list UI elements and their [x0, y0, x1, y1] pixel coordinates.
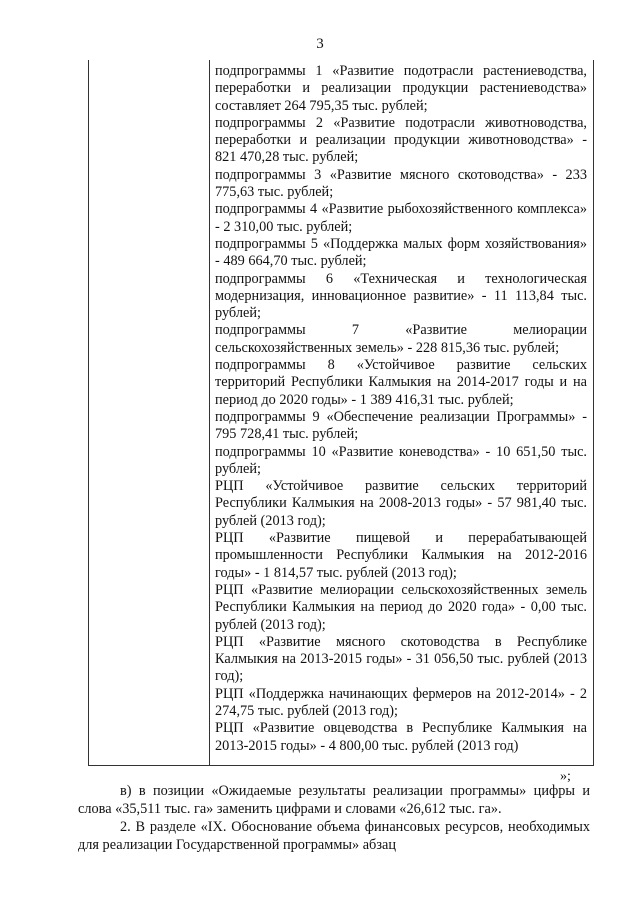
table-content-cell — [215, 63, 587, 755]
table-item-rcp-farmers: РЦП «Поддержка начинающих фермеров на 2012-2014» - 2 274,75 тыс. рублей (2013 год); — [215, 685, 587, 719]
table-item-subprogram-2: подпрограммы 2 «Развитие подотрасли животноводства, переработки и реализации продукции животноводства» - 821 470,28 тыс. рублей; — [215, 114, 587, 166]
table-item-subprogram-6: подпрограммы 6 «Техническая и технологическая модернизация, инновационное развитие» - 11 113,84 тыс. рублей; — [215, 270, 587, 322]
closing-quote-mark: »; — [560, 769, 571, 784]
table-item-rcp-food: РЦП «Развитие пищевой и перерабатывающей промышленности Республики Калмыкия на 2012-2016 годы» - 1 814,57 тыс. рублей (2013 год); — [215, 530, 587, 581]
page-number: 3 — [316, 36, 324, 52]
table-item-rcp-melioration: РЦП «Развитие мелиорации сельскохозяйственных земель Республики Калмыкия на период до 2020 года» - 0,00 тыс. рублей (2013 год); — [215, 581, 587, 633]
table-item-subprogram-5: подпрограммы 5 «Поддержка малых форм хозяйствования» - 489 664,70 тыс. рублей; — [215, 235, 587, 270]
table-item-subprogram-4: подпрограммы 4 «Развитие рыбохозяйственного комплекса» - 2 310,00 тыс. рублей; — [215, 201, 587, 235]
table-item-subprogram-9: подпрограммы 9 «Обеспечение реализации Программы» - 795 728,41 тыс. рублей; — [215, 408, 587, 443]
table-item-rcp-sheep: РЦП «Развитие овцеводства в Республике Калмыкия на 2013-2015 годы» - 4 800,00 тыс. рублей (2013 год) — [215, 720, 587, 754]
table-item-subprogram-10: подпрограммы 10 «Развитие коневодства» - 10 651,50 тыс. рублей; — [215, 443, 587, 477]
paragraph-2: 2. В разделе «IX. Обоснование объема финансовых ресурсов, необходимых для реализации Государственной программы» абзац — [78, 819, 590, 853]
body-text — [78, 782, 590, 854]
paragraph-v: в) в позиции «Ожидаемые результаты реализации программы» цифры и слова «35,511 тыс. га» заменить цифрами и словами «26,612 тыс. га». — [78, 783, 590, 817]
table-item-subprogram-7: подпрограммы 7 «Развитие мелиорации сельскохозяйственных земель» - 228 815,36 тыс. рублей; — [215, 322, 587, 356]
table-item-subprogram-8: подпрограммы 8 «Устойчивое развитие сельских территорий Республики Калмыкия на 2014-2017 годы и на период до 2020 годы» - 1 389 416,31 тыс. рублей; — [215, 357, 587, 408]
table-item-subprogram-1: подпрограммы 1 «Развитие подотрасли растениеводства, переработки и реализации продукции растениеводства» составляет 264 795,35 тыс. рублей; — [215, 63, 587, 114]
table-item-rcp-beef: РЦП «Развитие мясного скотоводства в Республике Калмыкия на 2013-2015 годы» - 31 056,50 тыс. рублей (2013 год); — [215, 633, 587, 685]
table-item-subprogram-3: подпрограммы 3 «Развитие мясного скотоводства» - 233 775,63 тыс. рублей; — [215, 166, 587, 201]
table-column-divider — [209, 60, 210, 766]
table-item-rcp-rural: РЦП «Устойчивое развитие сельских территорий Республики Калмыкия на 2008-2013 годы» - 57 981,40 тыс. рублей (2013 год); — [215, 478, 587, 529]
